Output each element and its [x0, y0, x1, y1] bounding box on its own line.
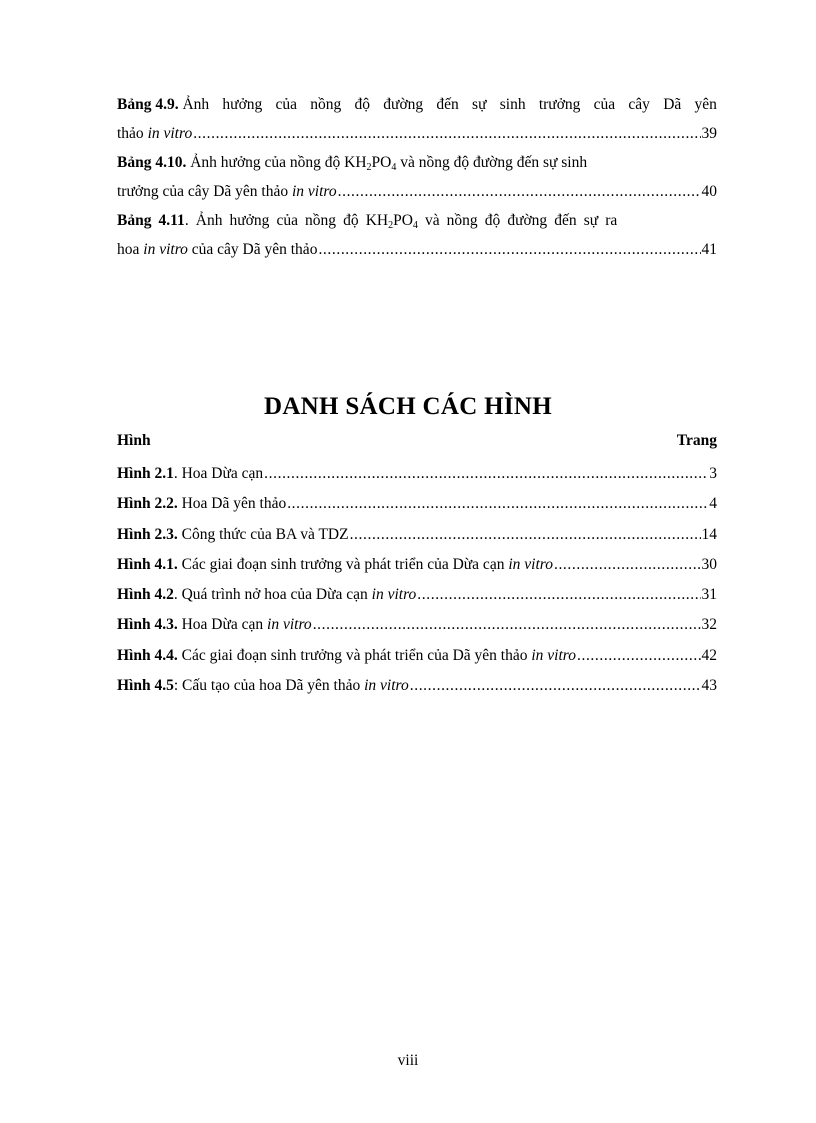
word: của	[593, 96, 616, 113]
page-number: 4	[709, 495, 717, 513]
word: đến	[436, 96, 459, 113]
figure-entry[interactable]	[117, 550, 717, 580]
entry-text: Hình 4.5: Cấu tạo của hoa Dã yên thảo in vitro	[117, 677, 409, 695]
column-headers	[117, 432, 717, 450]
figure-list	[117, 459, 717, 701]
figure-entry[interactable]	[117, 459, 717, 489]
page-number: 40	[701, 183, 717, 200]
entry-text: Hình 2.3. Công thức của BA và TDZ	[117, 525, 349, 543]
entry-text: Hình 4.2. Quá trình nở hoa của Dừa cạn in vitro	[117, 586, 417, 604]
table-entry-4-11-line1	[117, 206, 717, 235]
page-footer-number: viii	[397, 1052, 419, 1069]
word: sự	[472, 96, 487, 113]
page-number: 31	[701, 586, 717, 604]
page-number: 32	[701, 616, 717, 634]
entry-text: Hình 4.3. Hoa Dừa cạn in vitro	[117, 616, 312, 634]
page-number: 14	[701, 525, 717, 543]
table-entry-4-10-line1	[117, 148, 717, 177]
entry-text: Hình 2.1. Hoa Dừa cạn	[117, 465, 264, 482]
word: đường	[383, 96, 424, 113]
word: cây	[628, 96, 650, 113]
dot-leader	[313, 610, 701, 640]
page-number: 30	[701, 555, 717, 573]
dot-leader	[410, 671, 701, 701]
table-label: Bảng 4.9. Ảnh	[117, 96, 210, 113]
figure-entry[interactable]	[117, 489, 717, 519]
dot-leader	[264, 459, 708, 489]
figure-entry[interactable]	[117, 671, 717, 701]
table-list	[117, 90, 717, 264]
word: của	[275, 96, 298, 113]
dot-leader	[338, 177, 701, 206]
figure-entry[interactable]	[117, 641, 717, 671]
column-header-page: Trang	[676, 432, 717, 449]
dot-leader	[577, 641, 701, 671]
entry-text: Bảng 4.10. Ảnh hưởng của nồng độ $KH_2PO_4$ và nồng độ đường đến sự sinh	[117, 154, 588, 173]
column-header-figure: Hình	[117, 432, 151, 449]
entry-text: Hình 4.1. Các giai đoạn sinh trưởng và phát triển của Dừa cạn in vitro	[117, 555, 553, 573]
table-entry-4-9-line2[interactable]	[117, 119, 717, 148]
entry-text: hoa in vitro của cây Dã yên thảo	[117, 241, 318, 258]
word: trưởng	[538, 96, 581, 113]
figure-entry[interactable]	[117, 520, 717, 550]
word: sinh	[499, 96, 526, 113]
dot-leader	[287, 489, 708, 519]
dot-leader	[318, 235, 700, 264]
entry-text: trưởng của cây Dã yên thảo in vitro	[117, 183, 337, 200]
table-entry-4-11-line2[interactable]	[117, 235, 717, 264]
figure-entry[interactable]	[117, 610, 717, 640]
word: Dã	[663, 96, 682, 113]
entry-text: thảo in vitro	[117, 125, 193, 142]
page-number: 41	[701, 241, 717, 258]
dot-leader	[417, 580, 700, 610]
word: độ	[354, 96, 371, 113]
table-entry-4-9-line1	[117, 90, 717, 119]
entry-text: Hình 2.2. Hoa Dã yên thảo	[117, 495, 287, 513]
page-number: 3	[709, 465, 717, 482]
page-number: 42	[701, 646, 717, 664]
page-number: 39	[701, 125, 717, 142]
dot-leader	[554, 550, 701, 580]
entry-text: Bảng 4.11. Ảnh hưởng của nồng độ $KH_2PO_4$ và nồng độ đường đến sự ra	[117, 212, 618, 231]
dot-leader	[193, 119, 700, 148]
dot-leader	[350, 520, 701, 550]
entry-text: Hình 4.4. Các giai đoạn sinh trưởng và phát triển của Dã yên thảo in vitro	[117, 646, 576, 664]
table-entry-4-10-line2[interactable]	[117, 177, 717, 206]
word: hưởng	[222, 96, 263, 113]
page-number: 43	[701, 677, 717, 695]
word: nồng	[310, 96, 342, 113]
section-title: DANH SÁCH CÁC HÌNH	[263, 393, 553, 420]
figure-entry[interactable]	[117, 580, 717, 610]
word: yên	[694, 96, 717, 113]
